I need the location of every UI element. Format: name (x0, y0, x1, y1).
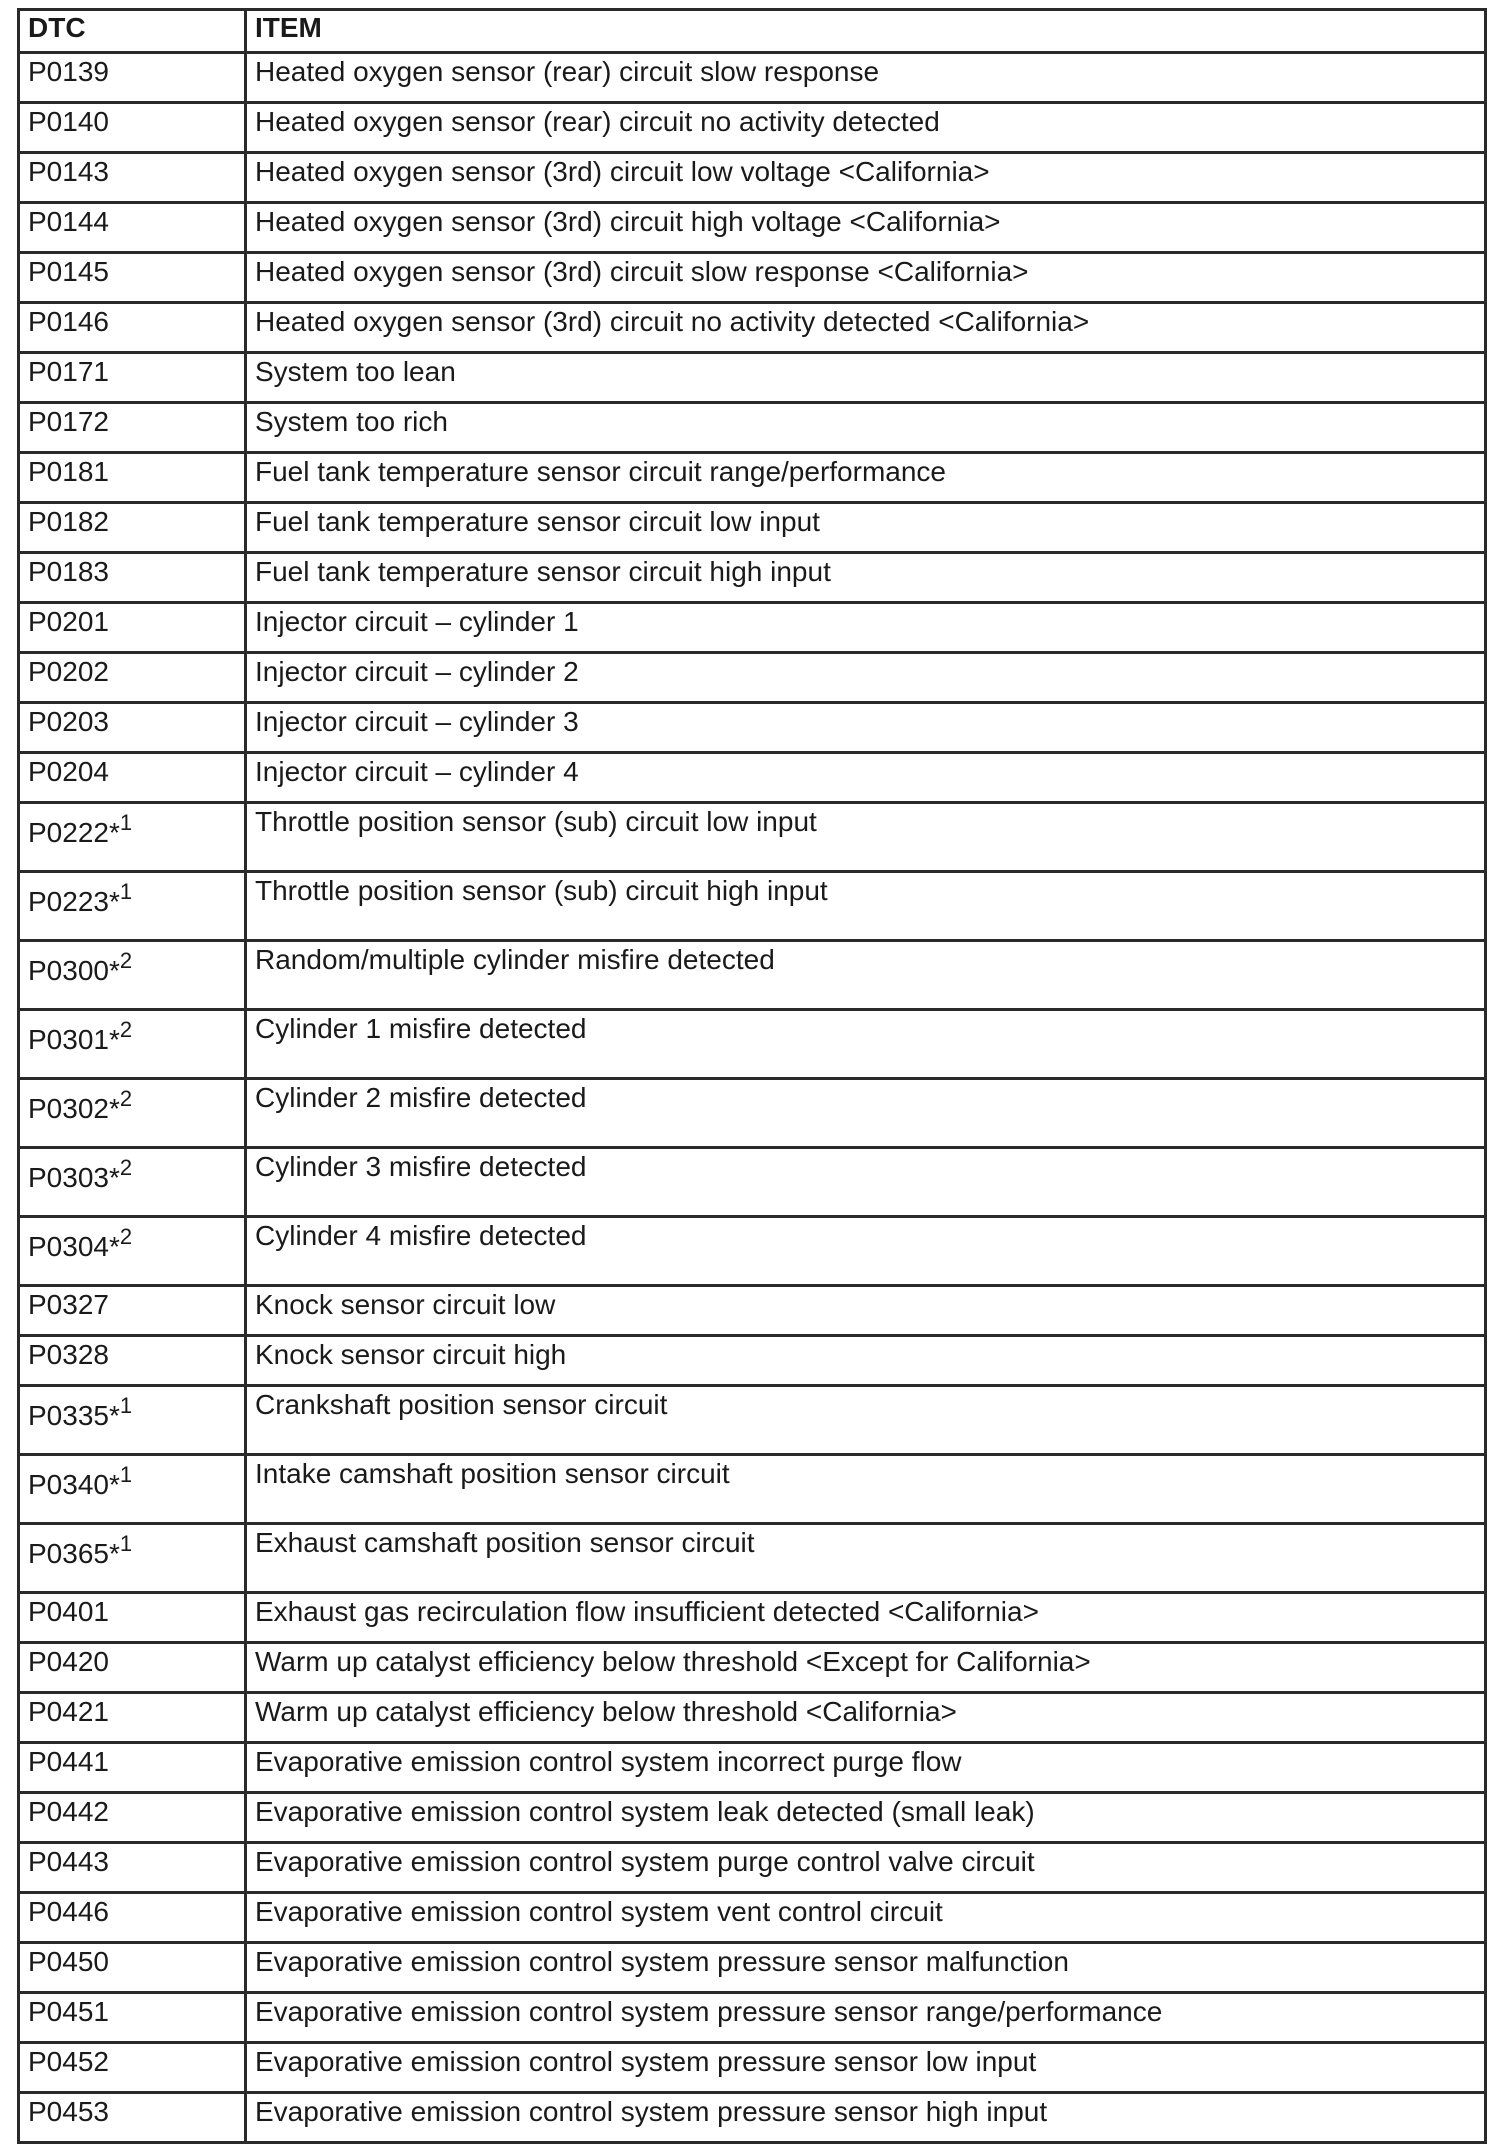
item-description: Heated oxygen sensor (3rd) circuit slow response <California> (246, 253, 1486, 303)
dtc-code: P0421 (28, 1696, 109, 1727)
dtc-cell (19, 1148, 246, 1217)
dtc-cell (19, 1010, 246, 1079)
item-description: Heated oxygen sensor (3rd) circuit low voltage <California> (246, 153, 1486, 203)
item-description: Exhaust camshaft position sensor circuit (246, 1524, 1486, 1593)
item-description: Evaporative emission control system leak detected (small leak) (246, 1793, 1486, 1843)
dtc-cell (19, 153, 246, 203)
item-description: Cylinder 3 misfire detected (246, 1148, 1486, 1217)
table-row (19, 941, 1486, 1010)
item-description: Evaporative emission control system pressure sensor low input (246, 2043, 1486, 2093)
table-row (19, 103, 1486, 153)
dtc-cell (19, 1843, 246, 1893)
item-description: Knock sensor circuit high (246, 1336, 1486, 1386)
dtc-code: P0203 (28, 706, 109, 737)
dtc-code: P0446 (28, 1896, 109, 1927)
table-row (19, 1386, 1486, 1455)
item-description: Evaporative emission control system pressure sensor malfunction (246, 1943, 1486, 1993)
table-row (19, 1993, 1486, 2043)
dtc-cell (19, 653, 246, 703)
dtc-footnote-marker: *$^1$ (108, 879, 133, 917)
dtc-footnote-marker: *$^1$ (108, 1531, 133, 1569)
dtc-code: P0451 (28, 1996, 109, 2027)
dtc-cell (19, 253, 246, 303)
item-description: Fuel tank temperature sensor circuit low input (246, 503, 1486, 553)
table-row (19, 1843, 1486, 1893)
table-row (19, 1148, 1486, 1217)
item-description: Throttle position sensor (sub) circuit low input (246, 803, 1486, 872)
dtc-cell (19, 1386, 246, 1455)
table-row (19, 2093, 1486, 2143)
dtc-cell (19, 1893, 246, 1943)
header-item: ITEM (246, 10, 1486, 53)
dtc-footnote-marker: *$^1$ (108, 810, 133, 848)
table-row (19, 1079, 1486, 1148)
table-row (19, 1010, 1486, 1079)
dtc-footnote-marker: *$^1$ (108, 1393, 133, 1431)
header-row (19, 10, 1486, 53)
dtc-code: P0442 (28, 1796, 109, 1827)
table-row (19, 1336, 1486, 1386)
dtc-code: P0172 (28, 406, 109, 437)
item-description: Injector circuit – cylinder 1 (246, 603, 1486, 653)
dtc-cell (19, 753, 246, 803)
item-description: Cylinder 4 misfire detected (246, 1217, 1486, 1286)
dtc-footnote-marker: *$^2$ (108, 1155, 133, 1193)
table-row (19, 653, 1486, 703)
table-row (19, 703, 1486, 753)
item-description: Heated oxygen sensor (rear) circuit no activity detected (246, 103, 1486, 153)
dtc-cell (19, 1079, 246, 1148)
dtc-code: P0143 (28, 156, 109, 187)
dtc-code: P0222 (28, 817, 109, 848)
dtc-cell (19, 203, 246, 253)
table-row (19, 1524, 1486, 1593)
dtc-cell (19, 453, 246, 503)
item-description: Cylinder 1 misfire detected (246, 1010, 1486, 1079)
dtc-code: P0182 (28, 506, 109, 537)
dtc-code: P0304 (28, 1231, 109, 1262)
table-row (19, 203, 1486, 253)
table-row (19, 1943, 1486, 1993)
table-row (19, 1643, 1486, 1693)
table-row (19, 753, 1486, 803)
dtc-cell (19, 941, 246, 1010)
dtc-code: P0327 (28, 1289, 109, 1320)
item-description: Crankshaft position sensor circuit (246, 1386, 1486, 1455)
dtc-code: P0171 (28, 356, 109, 387)
dtc-cell (19, 103, 246, 153)
dtc-cell (19, 1286, 246, 1336)
item-description: Throttle position sensor (sub) circuit high input (246, 872, 1486, 941)
dtc-cell (19, 1217, 246, 1286)
table-row (19, 453, 1486, 503)
dtc-cell (19, 1943, 246, 1993)
item-description: Evaporative emission control system incorrect purge flow (246, 1743, 1486, 1793)
item-description: Random/multiple cylinder misfire detected (246, 941, 1486, 1010)
item-description: Knock sensor circuit low (246, 1286, 1486, 1336)
table-row (19, 1743, 1486, 1793)
dtc-cell (19, 1336, 246, 1386)
table-row (19, 53, 1486, 103)
item-description: Evaporative emission control system vent control circuit (246, 1893, 1486, 1943)
table-row (19, 1286, 1486, 1336)
table-row (19, 803, 1486, 872)
dtc-code: P0181 (28, 456, 109, 487)
table-row (19, 872, 1486, 941)
dtc-code: P0139 (28, 56, 109, 87)
item-description: Heated oxygen sensor (3rd) circuit high voltage <California> (246, 203, 1486, 253)
item-description: Evaporative emission control system purge control valve circuit (246, 1843, 1486, 1893)
dtc-footnote-marker: *$^1$ (108, 1462, 133, 1500)
dtc-cell (19, 503, 246, 553)
dtc-code: P0183 (28, 556, 109, 587)
table-row (19, 1593, 1486, 1643)
table-row (19, 403, 1486, 453)
dtc-cell (19, 603, 246, 653)
dtc-cell (19, 53, 246, 103)
dtc-code: P0443 (28, 1846, 109, 1877)
dtc-cell (19, 1743, 246, 1793)
dtc-code: P0340 (28, 1469, 109, 1500)
dtc-code: P0300 (28, 955, 109, 986)
item-description: System too rich (246, 403, 1486, 453)
dtc-code: P0140 (28, 106, 109, 137)
item-description: Exhaust gas recirculation flow insufficient detected <California> (246, 1593, 1486, 1643)
dtc-code: P0202 (28, 656, 109, 687)
dtc-code: P0441 (28, 1746, 109, 1777)
table-row (19, 1893, 1486, 1943)
dtc-cell (19, 1793, 246, 1843)
dtc-cell (19, 553, 246, 603)
table-row (19, 1217, 1486, 1286)
dtc-cell (19, 1643, 246, 1693)
dtc-code: P0146 (28, 306, 109, 337)
dtc-code: P0328 (28, 1339, 109, 1370)
table-row (19, 503, 1486, 553)
dtc-cell (19, 303, 246, 353)
dtc-cell (19, 703, 246, 753)
dtc-cell (19, 1693, 246, 1743)
item-description: System too lean (246, 353, 1486, 403)
table-row (19, 603, 1486, 653)
dtc-footnote-marker: *$^2$ (108, 1224, 133, 1262)
dtc-code: P0204 (28, 756, 109, 787)
dtc-footnote-marker: *$^2$ (108, 1086, 133, 1124)
item-description: Intake camshaft position sensor circuit (246, 1455, 1486, 1524)
table-row (19, 2043, 1486, 2093)
item-description: Warm up catalyst efficiency below threshold <Except for California> (246, 1643, 1486, 1693)
item-description: Fuel tank temperature sensor circuit range/performance (246, 453, 1486, 503)
item-description: Warm up catalyst efficiency below threshold <California> (246, 1693, 1486, 1743)
item-description: Injector circuit – cylinder 3 (246, 703, 1486, 753)
table-row (19, 353, 1486, 403)
dtc-code: P0335 (28, 1400, 109, 1431)
table-row (19, 1793, 1486, 1843)
dtc-code: P0452 (28, 2046, 109, 2077)
dtc-code: P0450 (28, 1946, 109, 1977)
dtc-code: P0420 (28, 1646, 109, 1677)
dtc-cell (19, 1524, 246, 1593)
item-description: Heated oxygen sensor (rear) circuit slow response (246, 53, 1486, 103)
dtc-code: P0145 (28, 256, 109, 287)
dtc-footnote-marker: *$^2$ (108, 1017, 133, 1055)
dtc-cell (19, 1593, 246, 1643)
dtc-code: P0365 (28, 1538, 109, 1569)
dtc-cell (19, 1455, 246, 1524)
table-row (19, 553, 1486, 603)
dtc-footnote-marker: *$^2$ (108, 948, 133, 986)
table-row (19, 303, 1486, 353)
dtc-cell (19, 403, 246, 453)
dtc-code: P0144 (28, 206, 109, 237)
dtc-code: P0453 (28, 2096, 109, 2127)
dtc-code: P0201 (28, 606, 109, 637)
item-description: Injector circuit – cylinder 4 (246, 753, 1486, 803)
dtc-cell (19, 353, 246, 403)
dtc-code: P0303 (28, 1162, 109, 1193)
item-description: Cylinder 2 misfire detected (246, 1079, 1486, 1148)
table-row (19, 153, 1486, 203)
dtc-code: P0302 (28, 1093, 109, 1124)
dtc-code: P0401 (28, 1596, 109, 1627)
table-row (19, 1455, 1486, 1524)
item-description: Evaporative emission control system pressure sensor high input (246, 2093, 1486, 2143)
dtc-table (17, 8, 1487, 2144)
table-row (19, 253, 1486, 303)
dtc-cell (19, 2093, 246, 2143)
item-description: Fuel tank temperature sensor circuit high input (246, 553, 1486, 603)
dtc-code: P0223 (28, 886, 109, 917)
dtc-cell (19, 2043, 246, 2093)
item-description: Injector circuit – cylinder 2 (246, 653, 1486, 703)
dtc-cell (19, 803, 246, 872)
table-body (19, 53, 1486, 2143)
item-description: Evaporative emission control system pressure sensor range/performance (246, 1993, 1486, 2043)
header-dtc: DTC (19, 10, 246, 53)
dtc-code: P0301 (28, 1024, 109, 1055)
dtc-cell (19, 872, 246, 941)
table-row (19, 1693, 1486, 1743)
item-description: Heated oxygen sensor (3rd) circuit no activity detected <California> (246, 303, 1486, 353)
dtc-cell (19, 1993, 246, 2043)
